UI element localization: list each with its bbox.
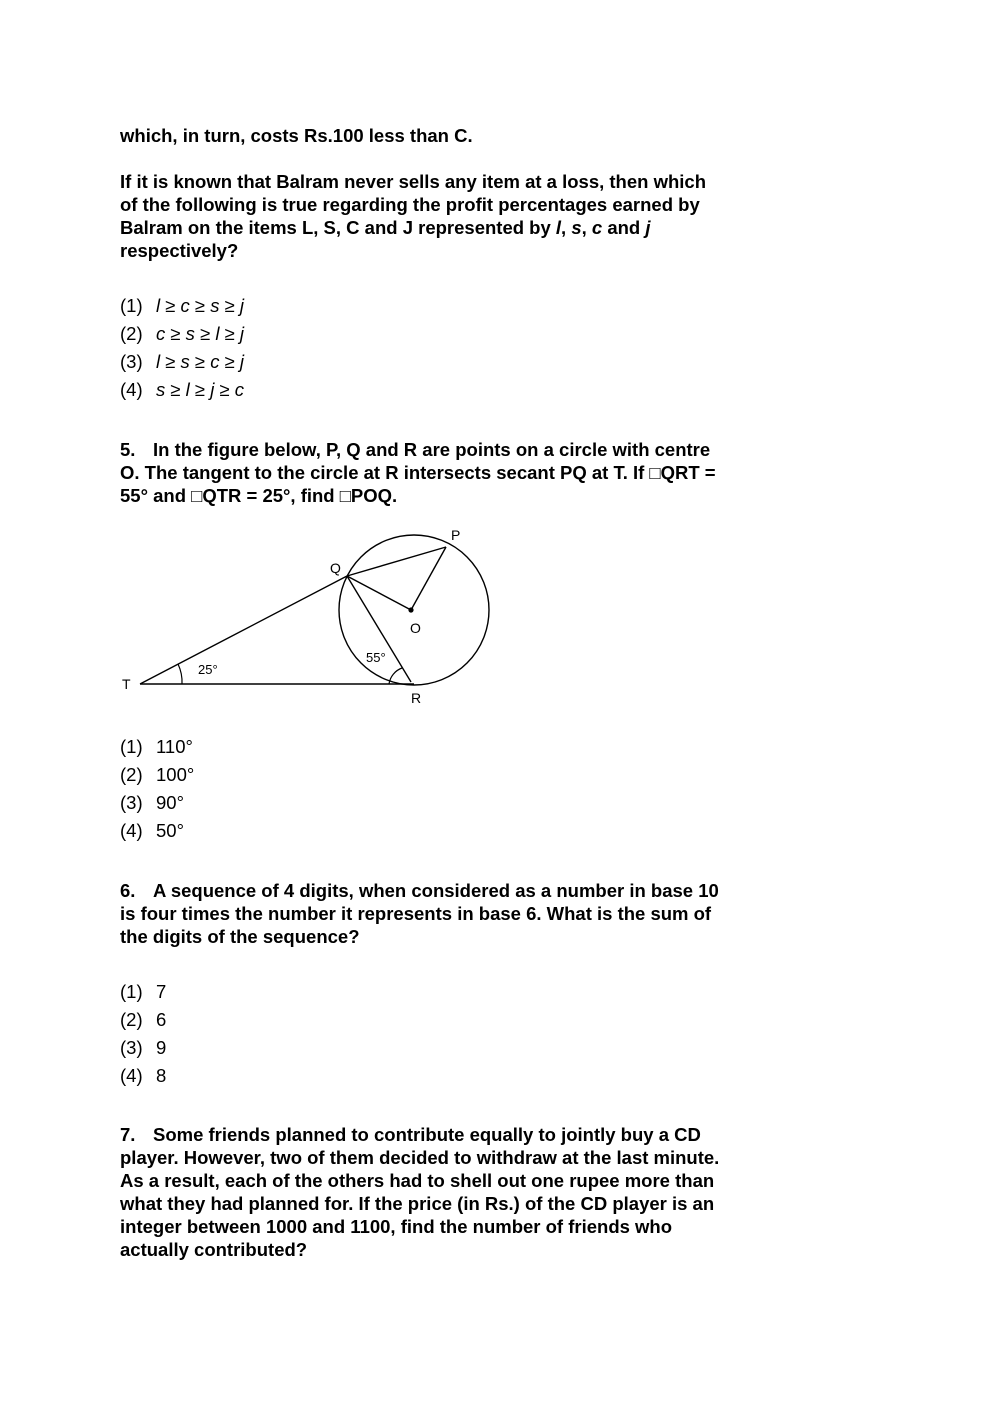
chord-qp	[347, 547, 446, 576]
q6-stem-line-1: 6. A sequence of 4 digits, when considered as a number in base 10	[120, 880, 719, 901]
q5-stem-line-3: 55° and □QTR = 25°, find □POQ.	[120, 485, 398, 506]
q4-stem-line-1: If it is known that Balram never sells any item at a loss, then which	[120, 171, 707, 192]
q6-option-2: (2) 6	[120, 1009, 167, 1030]
q6-option-3: (3) 9	[120, 1037, 167, 1058]
circle	[339, 535, 489, 685]
q7-stem-line-2: player. However, two of them decided to withdraw at the last minute.	[120, 1147, 720, 1168]
angle-arc-t	[178, 664, 182, 684]
chord-qr	[347, 576, 411, 682]
q6-stem	[120, 879, 780, 948]
q5-stem	[120, 438, 780, 507]
q6-option-4: (4) 8	[120, 1065, 167, 1086]
var-c: c	[591, 217, 603, 238]
q5-option-1: (1) 110°	[120, 736, 193, 757]
label-r: R	[411, 690, 422, 706]
q7-number: 7.	[120, 1124, 136, 1145]
q7-stem-line-4: what they had planned for. If the price (in Rs.) of the CD player is an	[120, 1193, 715, 1214]
radius-op	[411, 547, 446, 610]
circle-tangent-figure	[118, 520, 518, 710]
var-s: s	[571, 217, 582, 238]
q7-stem-line-3: As a result, each of the others had to shell out one rupee more than	[120, 1170, 715, 1191]
q4-continuation: which, in turn, costs Rs.100 less than C.	[120, 125, 473, 146]
q4-option-2: (2) c ≥ s ≥ l ≥ j	[120, 323, 245, 344]
angle-label-r: 55°	[366, 650, 386, 665]
label-p: P	[451, 527, 461, 543]
q4-option-1: (1) l ≥ c ≥ s ≥ j	[120, 295, 245, 316]
q6-option-1: (1) 7	[120, 981, 167, 1002]
q4-option-3: (3) l ≥ s ≥ c ≥ j	[120, 351, 245, 372]
q7-stem-line-1: 7. Some friends planned to contribute equally to jointly buy a CD	[120, 1124, 701, 1145]
q4-stem-line-4: respectively?	[120, 240, 239, 261]
q4-option-4: (4) s ≥ l ≥ j ≥ c	[120, 379, 245, 400]
q5-stem-line-2: O. The tangent to the circle at R intersects secant PQ at T. If □QRT =	[120, 462, 716, 483]
q5-number: 5.	[120, 439, 136, 460]
angle-label-t: 25°	[198, 662, 218, 677]
label-o: O	[410, 620, 421, 636]
q5-option-2: (2) 100°	[120, 764, 195, 785]
q5-option-3: (3) 90°	[120, 792, 184, 813]
label-q: Q	[330, 560, 341, 576]
q4-stem	[120, 170, 780, 262]
q7-stem-line-6: actually contributed?	[120, 1239, 308, 1260]
secant-tq	[140, 576, 347, 684]
label-t: T	[122, 676, 131, 692]
q6-number: 6.	[120, 880, 136, 901]
centre-point	[408, 607, 413, 612]
q5-option-4: (4) 50°	[120, 820, 184, 841]
q6-stem-line-2: is four times the number it represents in base 6. What is the sum of	[120, 903, 712, 924]
q7-stem-line-5: integer between 1000 and 1100, find the number of friends who	[120, 1216, 673, 1237]
var-j: j	[645, 217, 651, 238]
q7-stem	[120, 1123, 780, 1261]
q5-stem-line-1: 5. In the figure below, P, Q and R are points on a circle with centre	[120, 439, 711, 460]
q6-stem-line-3: the digits of the sequence?	[120, 926, 360, 947]
q4-stem-line-2: of the following is true regarding the profit percentages earned by	[120, 194, 700, 215]
var-l: l	[555, 217, 562, 238]
q4-stem-line-3: Balram on the items L, S, C and J represented by l, s, c and j	[120, 217, 651, 238]
